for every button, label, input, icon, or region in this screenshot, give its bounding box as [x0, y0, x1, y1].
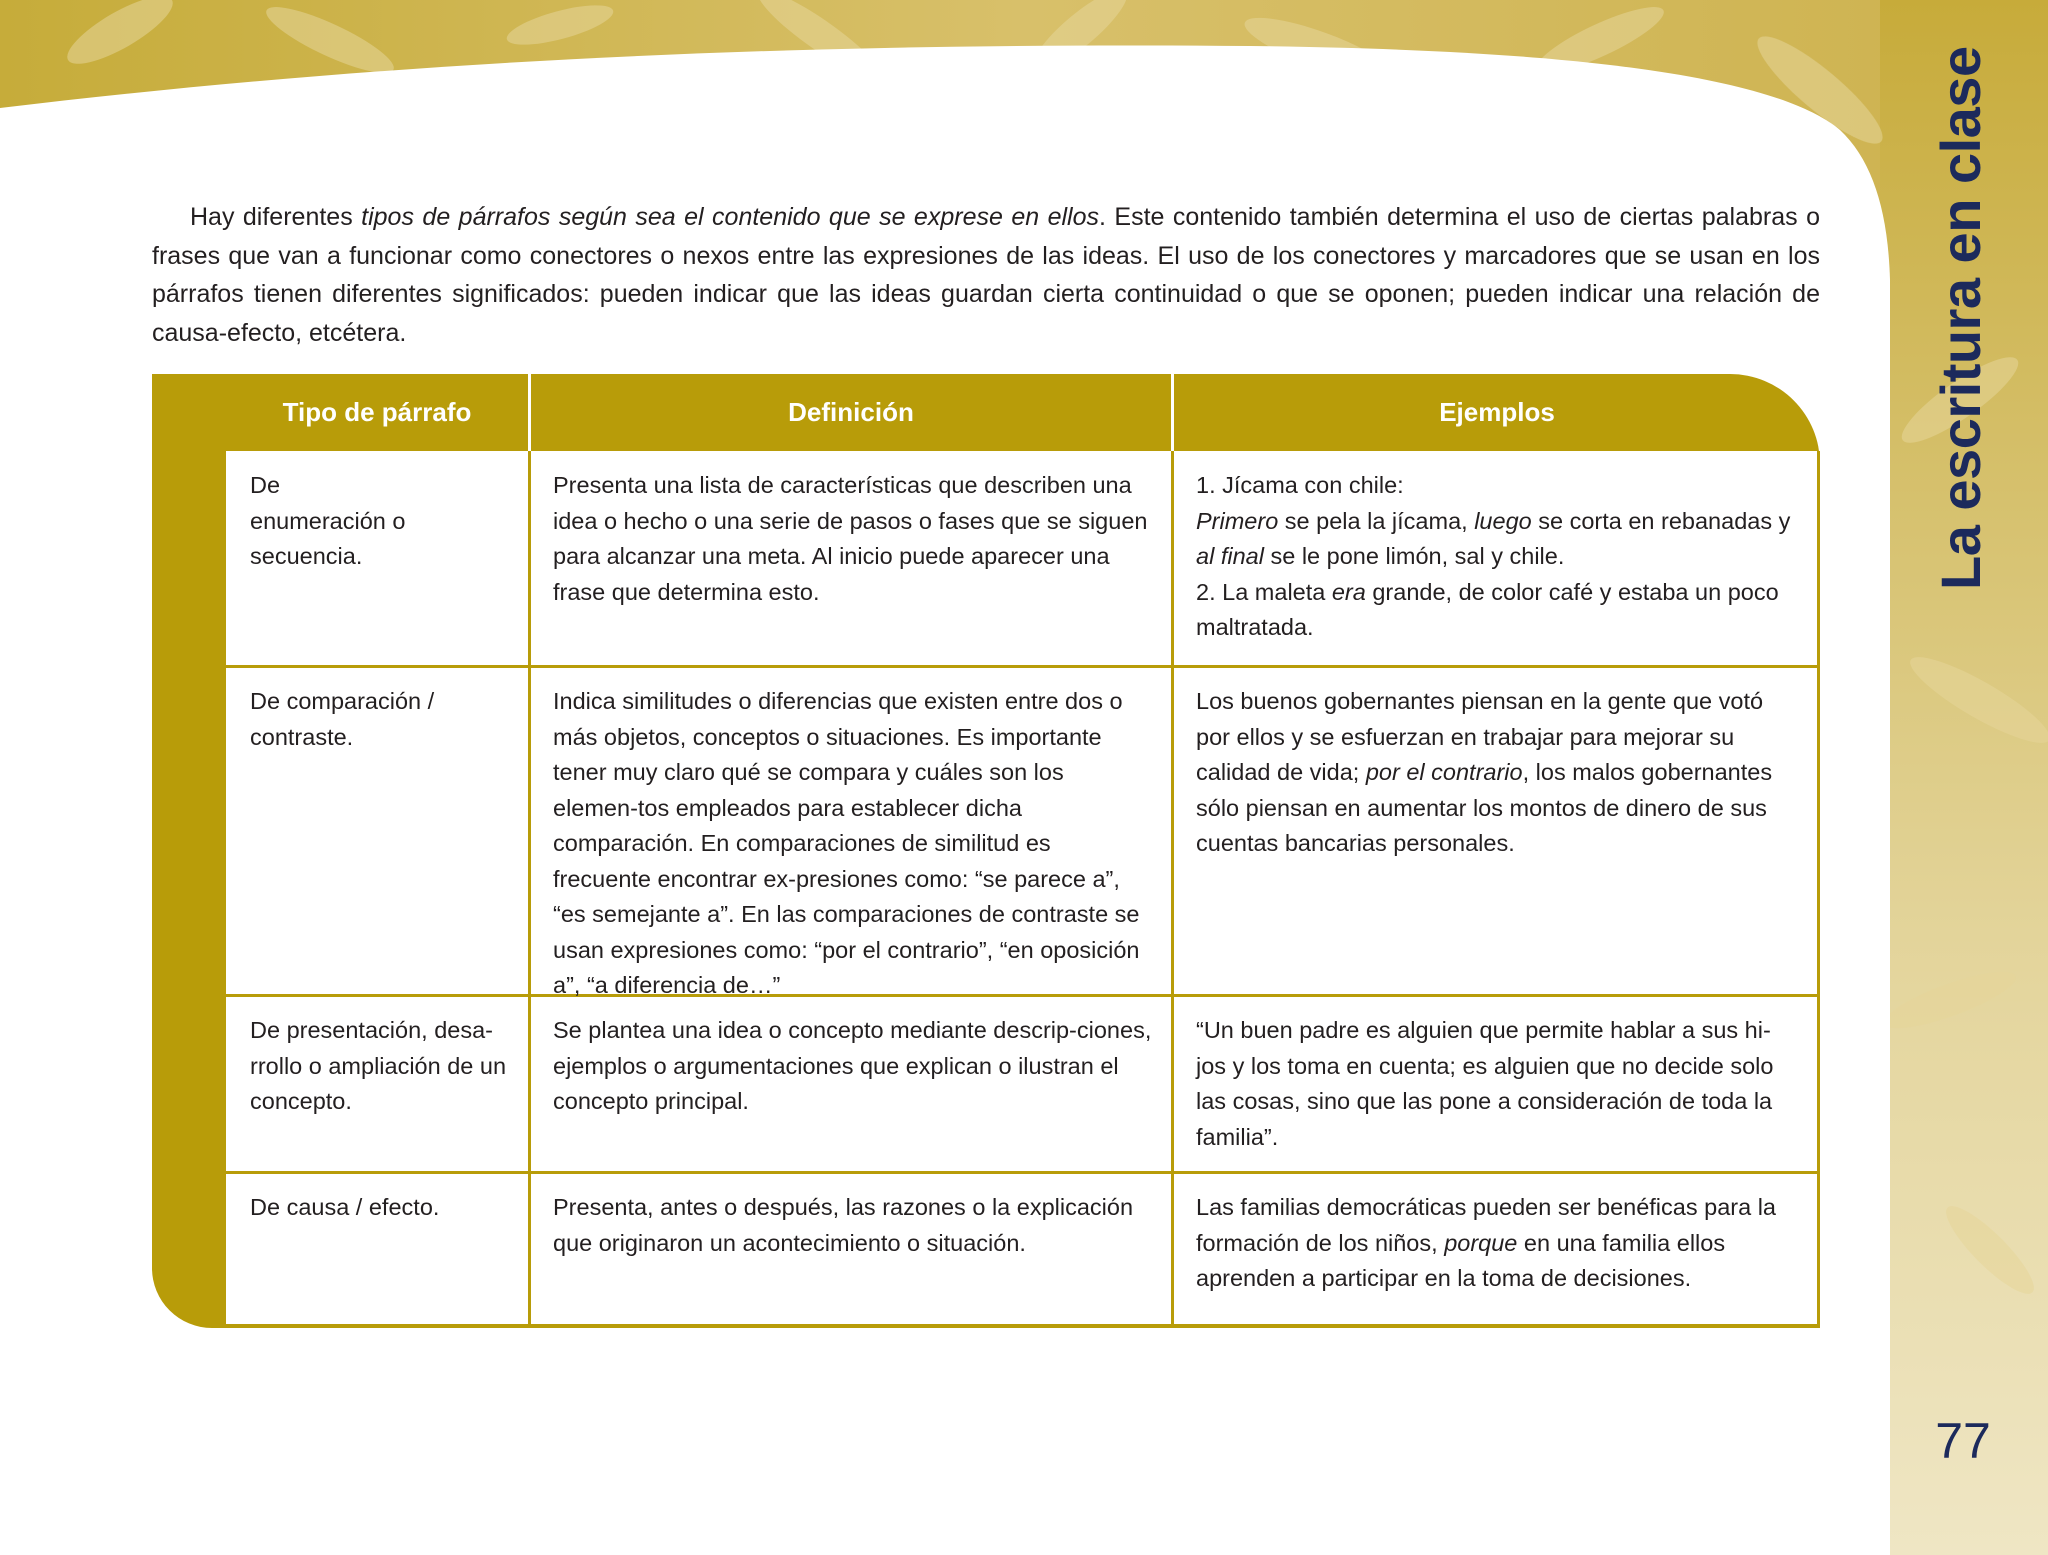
intro-italic: tipos de párrafos según sea el contenido que se exprese en ellos [361, 203, 1099, 231]
header-definicion: Definición [788, 397, 914, 427]
table-border-bottom [226, 1324, 1820, 1327]
page-number: 77 [1935, 1413, 1991, 1469]
example-text: se le pone limón, sal y chile. [1263, 543, 1565, 569]
header-tipo: Tipo de párrafo [282, 397, 472, 427]
row-divider [226, 1171, 1820, 1174]
example-italic: luego [1474, 507, 1532, 534]
example-text: se pela la jícama, [1278, 507, 1475, 534]
row4-definicion: Presenta, antes o después, las razones o la explicación que originaron un acontecimiento o situación. [553, 1194, 1134, 1256]
row3-ejemplo: “Un buen padre es alguien que permite hablar a sus hi-jos y los toma en cuenta; es alguien que no decide solo las cosas, sino que las pone a consideración de toda la familia”. [1196, 1017, 1774, 1150]
example-text: en una familia ellos aprenden a participar en la toma de decisiones. [1196, 1229, 1726, 1291]
example-text: , los malos gobernantes sólo piensan en aumentar los montos de dinero de sus cuentas bancarias personales. [1196, 759, 1773, 856]
table-border-right [1817, 451, 1820, 1327]
example-italic: al final [1196, 543, 1264, 569]
example-text: 2. La maleta [1196, 578, 1332, 605]
intro-text-cont: . Este contenido también determina el uso de ciertas palabras o frases que van a funcionar como conectores o nexos entre las expresiones de las ideas. El uso de los conectores y marcadores que se usan en los párrafos tienen diferentes significados: pueden indicar que las ideas guardan cierta continuidad o que se oponen; pueden indicar una relación de causa-efecto, etcétera. [152, 203, 1820, 347]
row1-definicion: Presenta una lista de características que describen una idea o hecho o una serie de pasos o fases que se siguen para alcanzar una meta. Al inicio puede aparecer una frase que determina esto. [553, 472, 1148, 605]
example-italic: por el contrario [1365, 759, 1523, 785]
row4-ejemplo [1196, 1190, 1796, 1297]
example-line: 1. Jícama con chile: [1196, 472, 1404, 498]
example-italic: Primero [1196, 507, 1279, 534]
row-divider [226, 665, 1820, 668]
header-ejemplos: Ejemplos [1439, 397, 1555, 427]
row3-definicion: Se plantea una idea o concepto mediante descrip-ciones, ejemplos o argumentaciones que explican o ilustran el concepto principal. [553, 1017, 1152, 1114]
example-italic: era [1331, 578, 1366, 605]
row1-ejemplo [1196, 468, 1796, 646]
intro-text: Hay diferentes [190, 203, 362, 231]
row3-tipo: De presentación, desa-rrollo o ampliación de un concepto. [250, 1017, 507, 1114]
chapter-side-title: La escritura en clase [1929, 46, 1992, 590]
row2-tipo: De comparación / contraste. [250, 688, 435, 750]
example-text: Los buenos gobernantes piensan en la gente que votó por ellos y se esfuerzan en trabajar para mejorar su calidad de vida; [1196, 688, 1764, 785]
example-text: se corta en rebanadas y [1531, 507, 1791, 534]
column-divider [528, 451, 531, 1327]
example-text: Las familias democráticas pueden ser benéficas para la formación de los niños, [1196, 1194, 1776, 1256]
row1-tipo: De enumeración o secuencia. [250, 472, 406, 569]
header-divider [528, 374, 531, 451]
row4-tipo: De causa / efecto. [250, 1194, 440, 1220]
row2-definicion: Indica similitudes o diferencias que existen entre dos o más objetos, conceptos o situaciones. Es importante tener muy claro qué se compara y cuáles son los elemen-tos empleados para establecer dicha comparación. En comparaciones de similitud es frecuente encontrar ex-presiones como: “se parece a”, “es semejante a”. En las comparaciones de contraste se usan expresiones como: “por el contrario”, “en oposición a”, “a diferencia de…” [553, 688, 1140, 998]
example-text: grande, de color café y estaba un poco maltratada. [1196, 578, 1779, 640]
header-divider [1171, 374, 1174, 451]
example-italic: porque [1444, 1229, 1518, 1256]
row2-ejemplo [1196, 684, 1796, 862]
intro-paragraph [152, 198, 1820, 352]
column-divider [1171, 451, 1174, 1327]
